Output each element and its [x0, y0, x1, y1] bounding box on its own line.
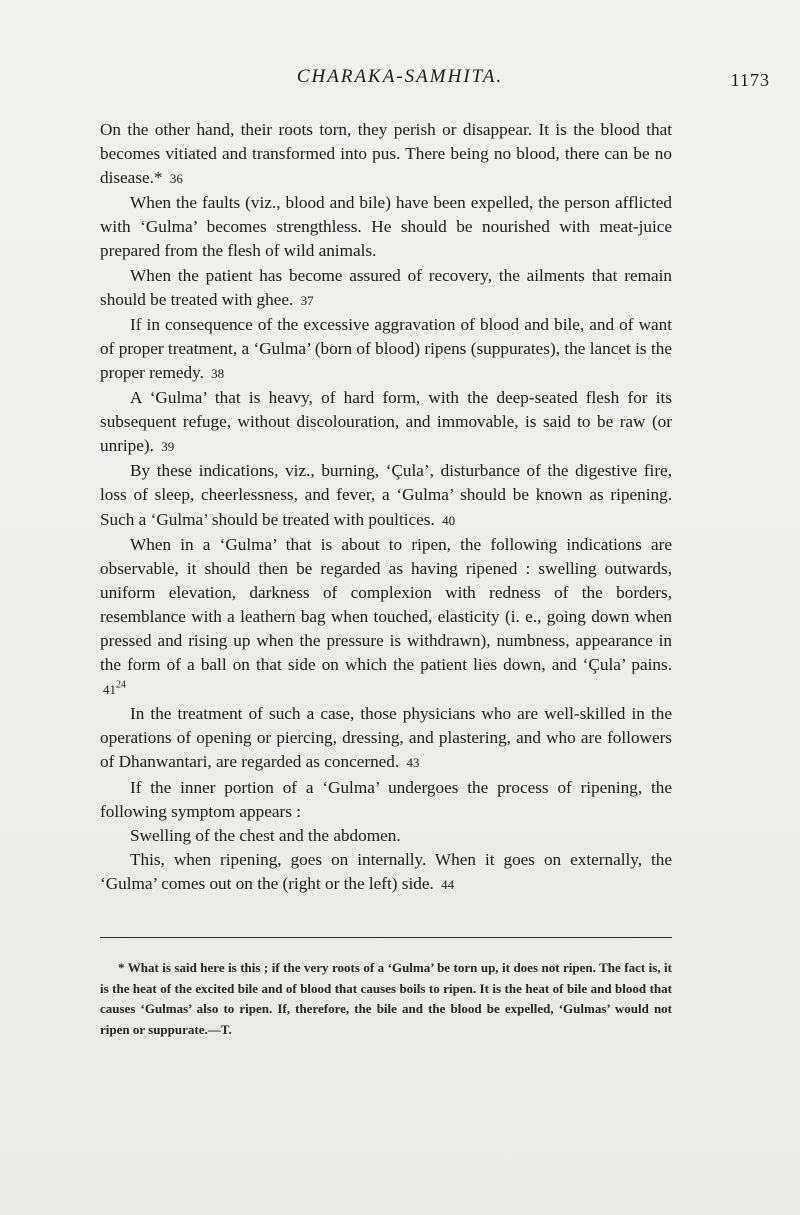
paragraph: When the faults (viz., blood and bile) have been expelled, the person afflicted with ‘Gulma’ becomes strengthless. He should be nourished with meat-juice prepared from the flesh of wild animals. — [100, 193, 672, 261]
verse-number: 41 — [103, 682, 116, 698]
verse-number: 37 — [300, 292, 314, 308]
paragraph: By these indications, viz., burning, ‘Çula’, disturbance of the digestive fire, loss of sleep, cheerlessness, and fever, a ‘Gulma’ should be known as ripening. Such a ‘Gulma’ should be treated with poultices. 40 — [100, 461, 672, 529]
paragraph: When in a ‘Gulma’ that is about to ripen, the following indications are observable, it should then be regarded as having ripened : swelling outwards, uniform elevation, darkness of complexion with redness of the borders, resemblance with a leathern bag when touched, elasticity (i. e., going down when pressed and rising up when the pressure is withdrawn), numbness, appearance in the form of a ball on that side on which the patient lies down, and ‘Çula’ pains. $41^{24}$ — [100, 534, 672, 698]
verse-number: 36 — [169, 171, 183, 187]
verse-number: 44 — [441, 876, 455, 892]
verse-number: 38 — [211, 365, 225, 381]
paragraph: If the inner portion of a ‘Gulma’ undergoes the process of ripening, the following symptom appears : — [100, 777, 672, 821]
paragraph: This, when ripening, goes on internally. When it goes on externally, the ‘Gulma’ comes out on the (right or the left) side. 44 — [100, 849, 672, 893]
main-text — [100, 118, 672, 897]
page-number: 1173 — [730, 70, 770, 90]
paragraph: On the other hand, their roots torn, they perish or disappear. It is the blood that becomes vitiated and transformed into pus. There being no blood, there can be no disease.* 36 — [100, 120, 672, 188]
paragraph: When the patient has become assured of recovery, the ailments that remain should be treated with ghee. 37 — [100, 265, 672, 309]
verse-number: 40 — [442, 512, 456, 528]
verse-number: 43 — [406, 755, 420, 771]
paragraph: In the treatment of such a case, those physicians who are well-skilled in the operations of opening or piercing, dressing, and plastering, and who are followers of Dhanwantari, are regarded as concerned. 43 — [100, 704, 672, 772]
running-title: CHARAKA-SAMHITA. — [296, 66, 504, 87]
footnote-text: * What is said here is this ; if the very roots of a ‘Gulma’ be torn up, it does not ripen. The fact is, it is the heat of the excited bile and of blood that causes boils to ripen. It is the heat of bile and blood that causes ‘Gulmas’ also to ripen. If, therefore, the bile and the blood be expelled, ‘Gulmas’ would not ripen or suppurate.—T. — [100, 960, 672, 1037]
footnote — [100, 958, 672, 1040]
paragraph: Swelling of the chest and the abdomen. — [130, 825, 401, 845]
paragraph: If in consequence of the excessive aggravation of blood and bile, and of want of proper treatment, a ‘Gulma’ (born of blood) ripens (suppurates), the lancet is the proper remedy. 38 — [100, 314, 672, 382]
verse-superscript: 24 — [116, 679, 126, 691]
paragraph: A ‘Gulma’ that is heavy, of hard form, with the deep-seated flesh for its subsequent refuge, without discolouration, and immovable, is said to be raw (or unripe). 39 — [100, 388, 672, 456]
footnote-rule — [100, 937, 672, 938]
verse-number: 39 — [161, 439, 175, 455]
